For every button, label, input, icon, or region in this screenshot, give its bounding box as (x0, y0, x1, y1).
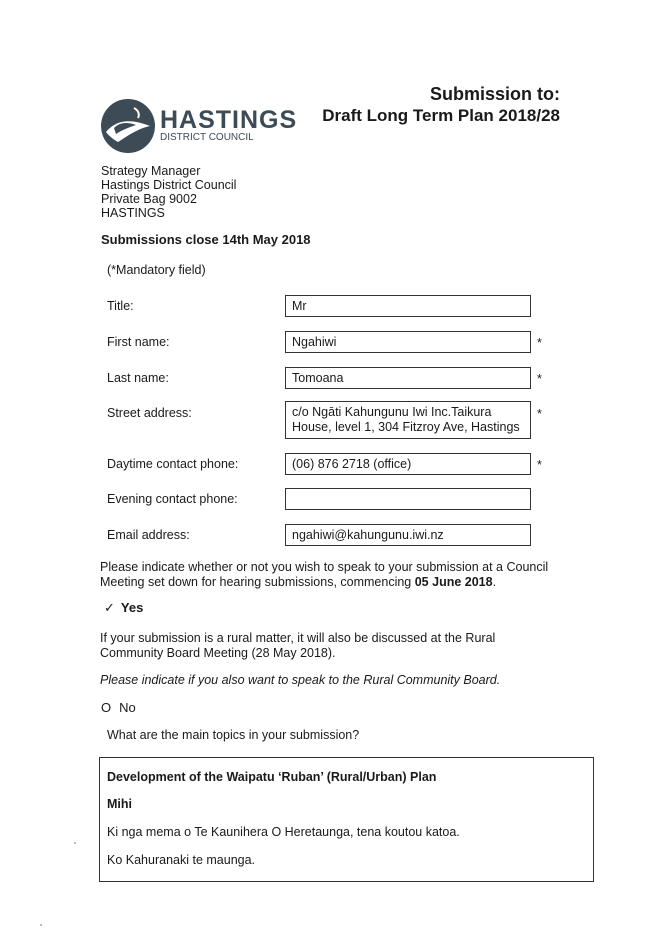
street-address-field[interactable] (285, 401, 531, 439)
title-label: Title: (107, 299, 134, 313)
rural-instruction: Please indicate if you also want to speak to the Rural Community Board. (100, 673, 501, 687)
address-line-2: Hastings District Council (101, 178, 237, 192)
street-address-label: Street address: (107, 406, 192, 420)
logo-name: HASTINGS (160, 106, 298, 134)
last-name-label: Last name: (107, 371, 169, 385)
speak-text: Please indicate whether or not you wish to speak to your submission at a Council Meeting set down for hearing submissions, commencing (100, 560, 549, 589)
street-address-line-1: c/o Ngāti Kahungunu Iwi Inc.Taikura (292, 405, 492, 419)
submissions-close-note: Submissions close 14th May 2018 (101, 232, 311, 247)
topics-heading: Development of the Waipatu ‘Ruban’ (Rural/Urban) Plan (107, 770, 437, 784)
street-address-required-mark: * (537, 407, 542, 421)
last-name-field[interactable]: Tomoana (285, 367, 531, 389)
scan-speck (74, 842, 76, 844)
logo-emblem-icon (100, 98, 156, 154)
first-name-label: First name: (107, 335, 170, 349)
logo-subtitle: DISTRICT COUNCIL (160, 132, 254, 143)
email-field[interactable]: ngahiwi@kahungunu.iwi.nz (285, 524, 531, 546)
topics-line-2: Ko Kahuranaki te maunga. (107, 853, 256, 867)
no-label: No (119, 700, 136, 715)
topics-box[interactable] (99, 757, 594, 882)
street-address-line-2: House, level 1, 304 Fitzroy Ave, Hastings (292, 420, 520, 434)
first-name-field[interactable]: Ngahiwi (285, 331, 531, 353)
no-option[interactable] (101, 700, 136, 715)
speak-text-end: . (492, 575, 497, 589)
plan-title: Draft Long Term Plan 2018/28 (322, 106, 560, 125)
submission-to-heading: Submission to: (430, 84, 560, 104)
title-field[interactable]: Mr (285, 295, 531, 317)
email-label: Email address: (107, 528, 190, 542)
address-line-4: HASTINGS (101, 206, 165, 220)
last-name-required-mark: * (537, 372, 542, 386)
daytime-phone-label: Daytime contact phone: (107, 457, 239, 471)
address-line-1: Strategy Manager (101, 164, 201, 178)
topics-subheading: Mihi (107, 797, 132, 811)
mandatory-note: (*Mandatory field) (107, 263, 206, 277)
scan-speck (40, 924, 42, 926)
council-logo (100, 98, 298, 154)
address-line-3: Private Bag 9002 (101, 192, 197, 206)
evening-phone-field[interactable] (285, 488, 531, 510)
rural-note: If your submission is a rural matter, it will also be discussed at the Rural Community Board Meeting (28 May 2018). (100, 631, 496, 660)
yes-option[interactable] (104, 600, 143, 616)
speak-instruction (100, 560, 560, 590)
daytime-phone-field[interactable]: (06) 876 2718 (office) (285, 453, 531, 475)
radio-circle-icon: O (101, 700, 112, 715)
topics-question: What are the main topics in your submission? (107, 728, 360, 742)
hearing-date: 05 June 2018 (414, 575, 493, 589)
evening-phone-label: Evening contact phone: (107, 492, 238, 506)
topics-line-1: Ki nga mema o Te Kaunihera O Heretaunga, tena koutou katoa. (107, 825, 460, 839)
checkmark-icon: ✓ (104, 600, 115, 615)
first-name-required-mark: * (537, 336, 542, 350)
daytime-phone-required-mark: * (537, 458, 542, 472)
yes-label: Yes (120, 600, 144, 615)
